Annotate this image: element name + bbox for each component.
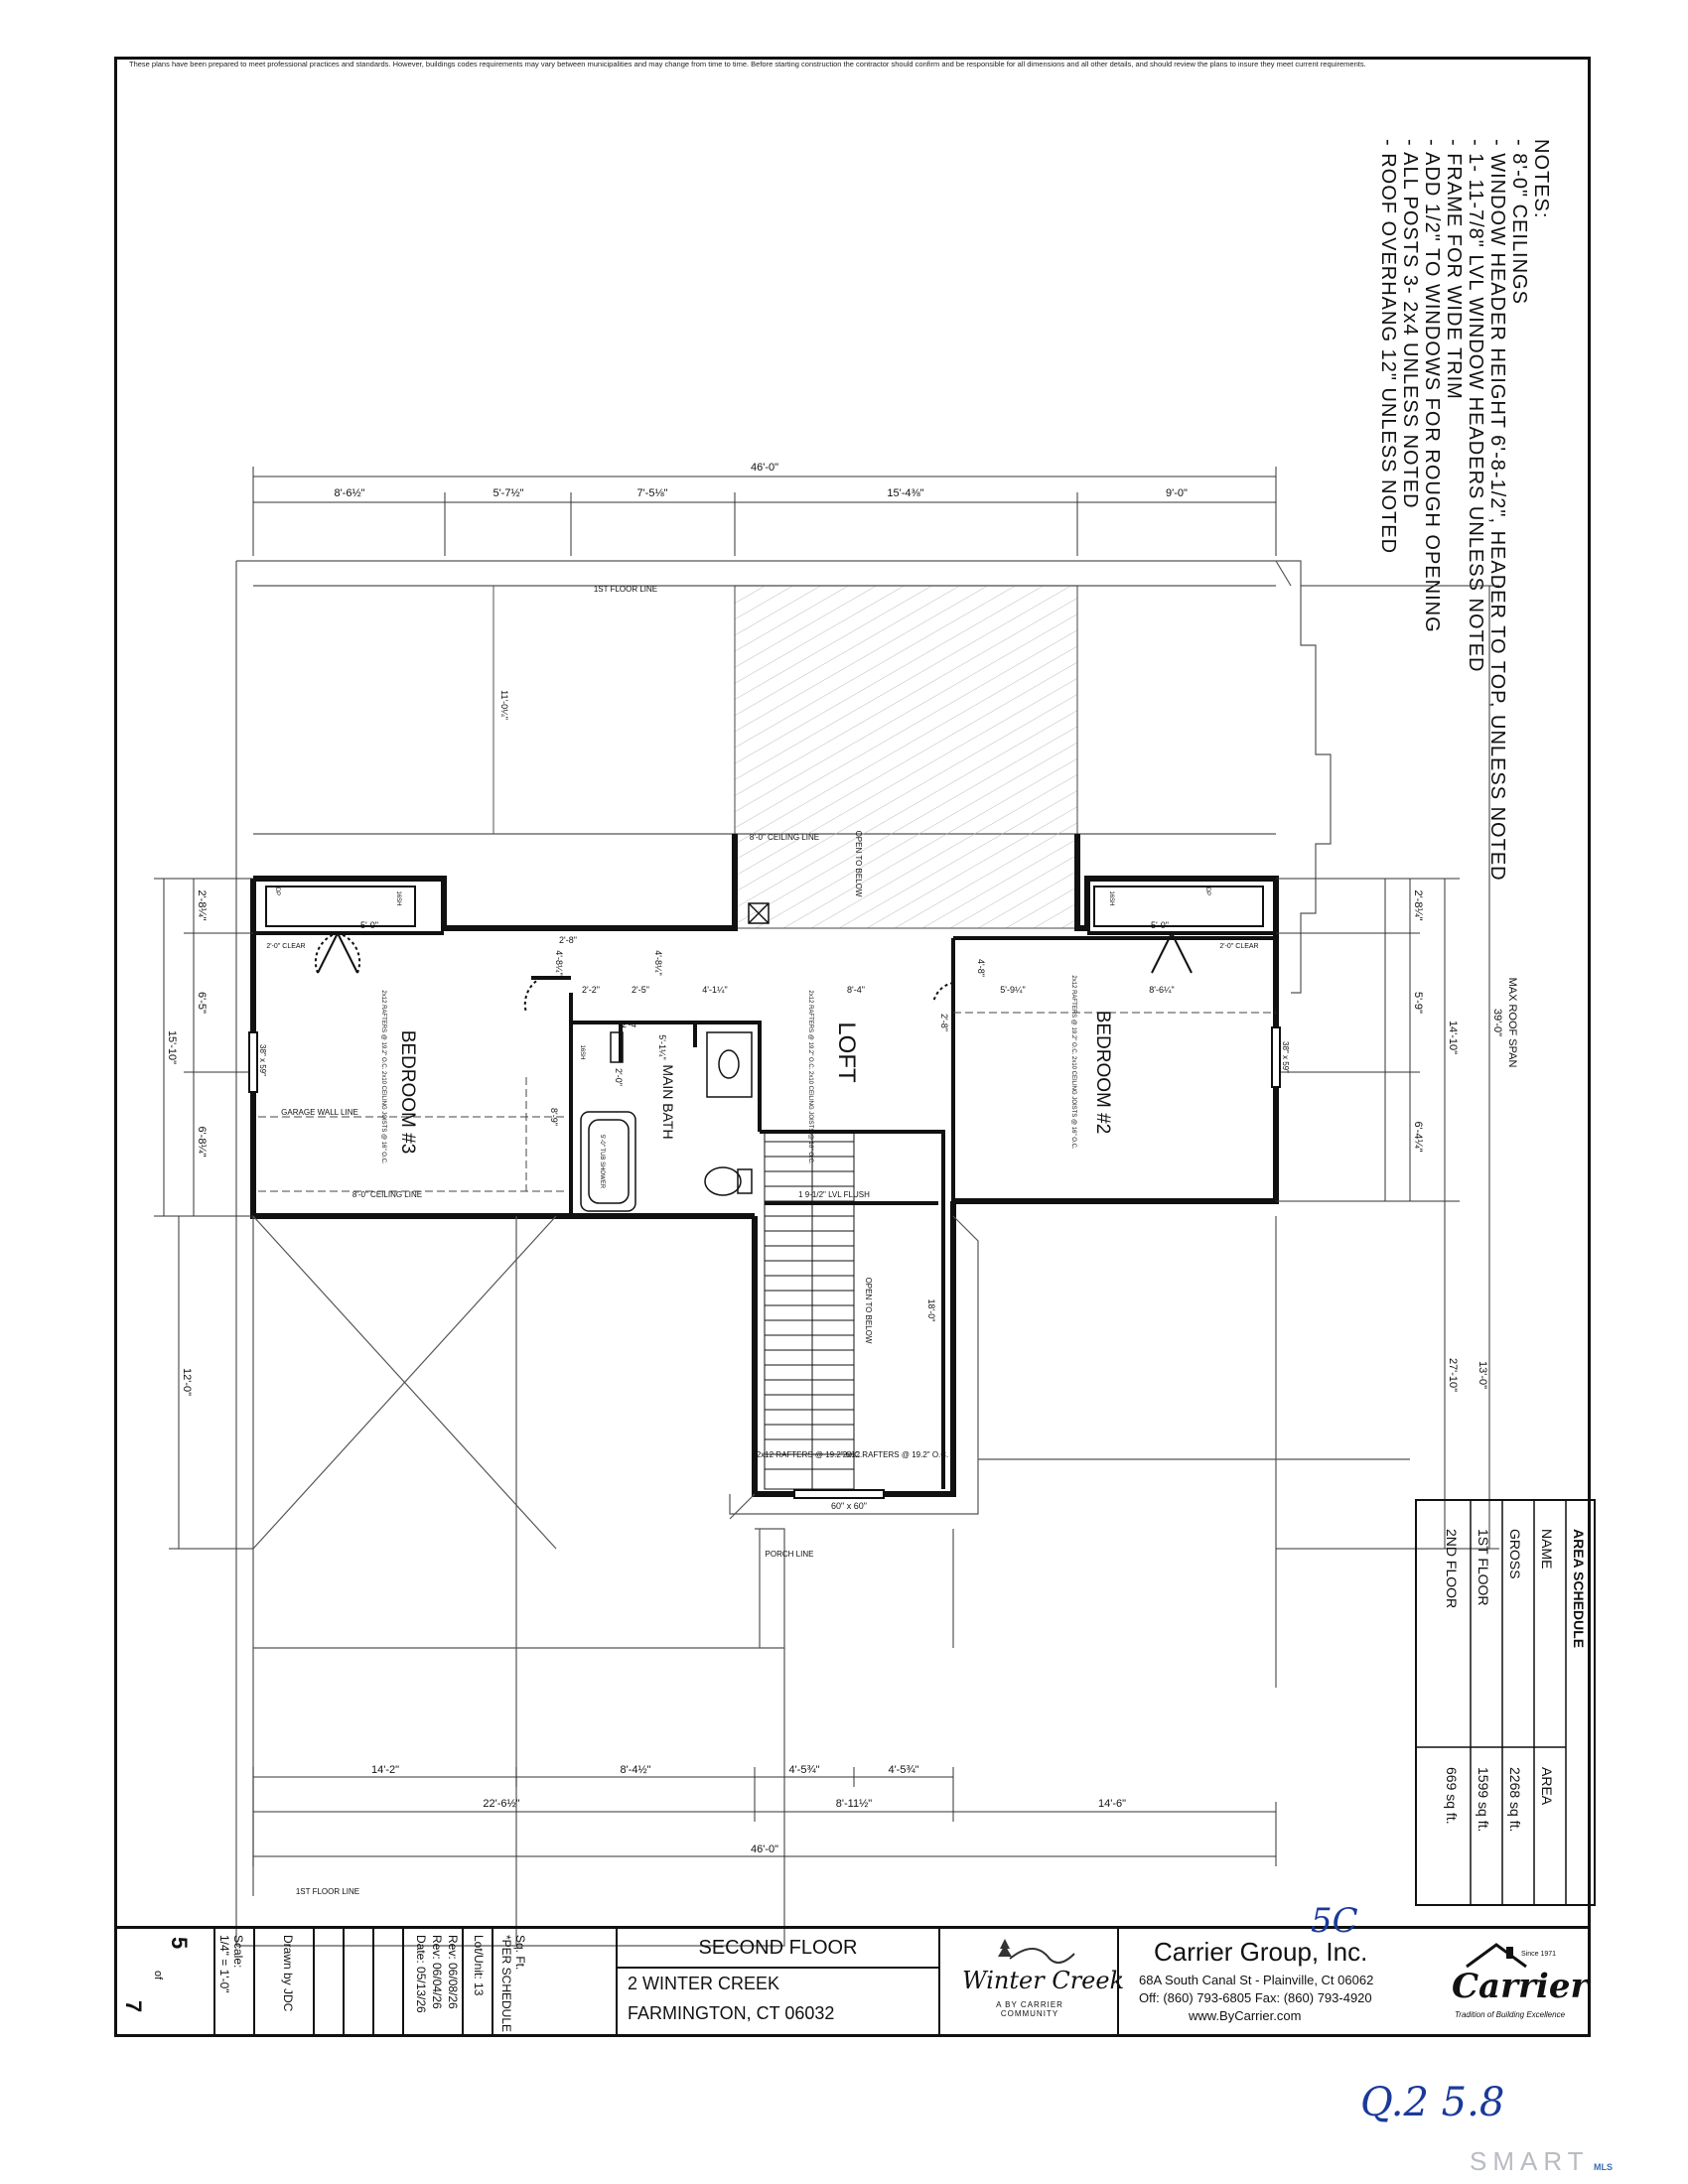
dim-left: 6'-8¼" <box>196 1126 208 1158</box>
clear-label: 2'-0" CLEAR <box>266 943 306 950</box>
linen-label: 16SH <box>1108 890 1114 906</box>
area-row-name: 2ND FLOOR <box>1444 1529 1460 1609</box>
winter-creek-logo-text: Winter Creek <box>962 1967 1125 1994</box>
area-row-value: 669 sq ft. <box>1444 1767 1460 1825</box>
dim-right: 39'-0" <box>1491 1008 1503 1037</box>
company-phone: Off: (860) 793-6805 Fax: (860) 793-4920 <box>1139 1990 1372 2005</box>
dim-interior: 2'-4" <box>622 1020 639 1029</box>
dim-interior: 11'-0¼" <box>499 690 509 720</box>
sheet-number-cell <box>114 1929 213 2037</box>
dim-interior: 8'-6¼" <box>1149 985 1175 995</box>
scale-value: 1/4" = 1'-0" <box>217 1935 231 1993</box>
dim-bottom-seg: 4'-5¾" <box>888 1764 919 1776</box>
lot-cell <box>462 1929 492 2037</box>
dim-interior: 5'-1¼" <box>657 1034 667 1060</box>
company-website: www.ByCarrier.com <box>1189 2008 1302 2023</box>
dim-interior: 5'-0" <box>1151 920 1169 930</box>
area-schedule-title: AREA SCHEDULE <box>1571 1529 1587 1649</box>
rev-cell <box>402 1929 462 2037</box>
dim-interior: 2'-2" <box>582 985 600 995</box>
company-name: Carrier Group, Inc. <box>1154 1937 1368 1967</box>
porch-line-label: PORCH LINE <box>765 1550 814 1559</box>
dim-bottom-seg: 22'-6½" <box>483 1798 520 1810</box>
address-line1: 2 WINTER CREEK <box>628 1974 780 1993</box>
clear-label: 2'-0" CLEAR <box>1219 943 1259 950</box>
sheet-of: of <box>152 1971 164 1980</box>
area-row-name: 1ST FLOOR <box>1476 1529 1491 1606</box>
dim-interior: 8'-9" <box>549 1108 559 1126</box>
ceiling-line-label: 8'-0" CEILING LINE <box>749 833 820 842</box>
dim-interior: 2'-0" <box>614 1068 624 1086</box>
dim-top-seg: 8'-6½" <box>334 487 365 499</box>
dim-top-seg: 7'-5⅛" <box>636 487 668 499</box>
smart-mls-watermark <box>1470 2146 1613 2177</box>
dim-interior: 4'-8" <box>976 959 986 977</box>
room-label-main-bath: MAIN BATH <box>660 1064 676 1140</box>
carrier-tagline: Tradition of Building Excellence <box>1455 2010 1566 2019</box>
company-cell <box>1117 1929 1591 2037</box>
note-item: - WINDOW HEADER HEIGHT 6'-8-1/2", HEADER TO TOP, UNLESS NOTED <box>1486 139 1508 882</box>
dim-right: 27'-10" <box>1447 1357 1459 1393</box>
area-schedule-grid <box>1415 1499 1596 1906</box>
dim-left: 15'-10" <box>166 1029 178 1065</box>
dim-right: 2'-8¼" <box>1412 889 1424 921</box>
title-block <box>114 1926 1591 2037</box>
open-to-below-label: OPEN TO BELOW <box>854 830 863 897</box>
dp-label: DP <box>1204 887 1210 896</box>
room-label-loft: LOFT <box>833 1022 860 1083</box>
dim-right: 14'-10" <box>1447 1020 1459 1055</box>
drawing-title: SECOND FLOOR <box>618 1929 938 1969</box>
joist-label: 2x12 RAFTERS @ 19.2" O.C. 2x10 CEILING JOISTS @ 16" O.C. <box>807 990 813 1164</box>
scale-cell <box>213 1929 253 2037</box>
dim-right: 5'-9" <box>1412 992 1424 1014</box>
dim-interior: 4'-8¼" <box>554 950 564 976</box>
dim-interior: 4'-1¼" <box>702 985 728 995</box>
dim-right: 13'-0" <box>1477 1360 1488 1390</box>
company-address: 68A South Canal St - Plainville, Ct 06062 <box>1139 1973 1374 1987</box>
sqft-cell <box>492 1929 531 2037</box>
linen-label: 16SH <box>579 1044 585 1060</box>
dim-bottom-seg: 4'-5¾" <box>788 1764 820 1776</box>
handwritten-mark: 5C <box>1311 1901 1358 1941</box>
carrier-logo-text: Carrier <box>1452 1967 1589 2006</box>
ceiling-line-label: 8'-0" CEILING LINE <box>352 1190 423 1199</box>
rev-date: Rev: 06/08/26 <box>446 1935 460 2009</box>
blank-cell <box>343 1929 372 2037</box>
dim-interior: 2'-8" <box>559 935 577 945</box>
dim-top-seg: 15'-4⅜" <box>887 487 924 499</box>
blank-cell <box>372 1929 402 2037</box>
window-size-label: 38" x 59" <box>258 1044 267 1076</box>
dim-right: 6'-4¼" <box>1412 1121 1424 1153</box>
dim-interior: 4'-8¼" <box>653 950 663 976</box>
note-item: - FRAME FOR WIDE TRIM <box>1443 139 1465 400</box>
open-to-below-label: OPEN TO BELOW <box>864 1277 873 1344</box>
area-row-value: 2268 sq ft. <box>1507 1767 1523 1833</box>
community-logo-cell <box>938 1929 1125 2037</box>
sheet-total: 7 <box>121 2000 146 2013</box>
dim-top-seg: 5'-7½" <box>492 487 524 499</box>
handwritten-mark: Q.2 5.8 <box>1360 2080 1505 2125</box>
watermark-sub: MLS <box>1593 2162 1613 2172</box>
dim-interior: 2'-8" <box>939 1014 949 1031</box>
joist-label: 2x12 RAFTERS @ 19.2" O.C. 2x10 CEILING JOISTS @ 16" O.C. <box>1070 975 1076 1150</box>
joist-label: 2x12 RAFTERS @ 19.2" O.C. 2x10 CEILING JOISTS @ 16" O.C. <box>380 990 386 1164</box>
dim-interior: 5'-9¼" <box>1000 985 1026 995</box>
notes-heading: NOTES: <box>1530 139 1552 219</box>
dim-bottom-total: 46'-0" <box>750 1843 779 1855</box>
dim-left: 6'-5" <box>196 992 208 1014</box>
drawn-by: Drawn by JDC <box>281 1935 295 2012</box>
rev-date: Rev: 06/04/26 <box>430 1935 444 2009</box>
window-size-label: 60" x 60" <box>831 1501 867 1511</box>
drawn-by-cell <box>253 1929 313 2037</box>
drawing-title-cell <box>616 1929 938 2037</box>
address-line2: FARMINGTON, CT 06032 <box>628 2003 835 2023</box>
sqft-value: *PER SCHEDULE <box>499 1935 513 2033</box>
note-item: - 8'-0" CEILINGS <box>1508 139 1530 305</box>
dim-top-total: 46'-0" <box>750 462 779 474</box>
area-header-area: AREA <box>1539 1767 1555 1806</box>
room-label-bedroom3: BEDROOM #3 <box>397 1029 418 1155</box>
area-row-value: 1599 sq ft. <box>1476 1767 1491 1833</box>
dim-bottom-seg: 8'-4½" <box>620 1764 651 1776</box>
max-roof-span: MAX ROOF SPAN <box>1506 977 1518 1068</box>
dim-interior: 8'-4" <box>847 985 865 995</box>
note-item: - ALL POSTS 3- 2x4 UNLESS NOTED <box>1399 139 1421 509</box>
disclaimer-text: These plans have been prepared to meet professional practices and standards. However, buildings codes requirements may vary between municipalities and may change from time to time. Before starting construction the contractor should confirm and be responsible for all dimensions and all other details, and should review the plans to insure they meet current requirements. <box>129 60 1366 68</box>
dim-bottom-seg: 14'-6" <box>1097 1798 1127 1810</box>
rafters-label: 2x12 RAFTERS @ 19.2" O.C. <box>756 1450 863 1459</box>
area-schedule <box>1415 1499 1596 1906</box>
watermark-brand: SMART <box>1470 2146 1590 2176</box>
garage-wall-line-label: GARAGE WALL LINE <box>281 1108 358 1117</box>
dim-interior: 2'-5" <box>632 985 649 995</box>
dim-left: 12'-0" <box>181 1367 193 1397</box>
area-header-name: NAME <box>1539 1529 1555 1570</box>
rafters-label: 2x12 RAFTERS @ 19.2" O.C. <box>842 1450 949 1459</box>
first-floor-line-label: 1ST FLOOR LINE <box>295 1887 360 1896</box>
note-item: - ROOF OVERHANG 12" UNLESS NOTED <box>1377 139 1399 555</box>
scale-label: Scale: <box>231 1935 245 1969</box>
dim-left: 2'-8¼" <box>196 889 208 921</box>
dim-bottom-seg: 8'-11½" <box>835 1798 873 1810</box>
area-row-name: GROSS <box>1507 1529 1523 1579</box>
first-floor-line-label: 1ST FLOOR LINE <box>593 585 658 594</box>
dp-label: DP <box>274 887 280 896</box>
winter-creek-logo-subtitle: A BY CARRIER COMMUNITY <box>996 2000 1063 2018</box>
lot-unit: Lot/Unit: 13 <box>472 1935 486 1996</box>
dim-interior: 18'-0" <box>926 1298 936 1322</box>
tub-label: 5'-0" TUB SHOWER <box>599 1134 605 1189</box>
blank-cell <box>313 1929 343 2037</box>
dim-bottom-seg: 14'-2" <box>370 1764 400 1776</box>
note-item: - 1- 11-7/8" LVL WINDOW HEADERS UNLESS NOTED <box>1465 139 1486 673</box>
sqft-label: Sq. Ft. <box>513 1935 527 1971</box>
lvl-flush-label: 1 9-1/2" LVL FLUSH <box>798 1190 870 1199</box>
carrier-since-text: Since 1971 <box>1521 1951 1557 1958</box>
dim-interior: 5'-0" <box>360 920 378 930</box>
room-label-bedroom2: BEDROOM #2 <box>1092 1010 1113 1135</box>
plan-date: Date: 05/13/26 <box>414 1935 428 2013</box>
window-size-label: 38" x 59" <box>1281 1041 1290 1073</box>
linen-label: 16SH <box>395 890 401 906</box>
note-item: - ADD 1/2" TO WINDOWS FOR ROUGH OPENING <box>1421 139 1443 633</box>
sheet-number: 5 <box>167 1937 192 1950</box>
dim-top-seg: 9'-0" <box>1166 487 1188 499</box>
